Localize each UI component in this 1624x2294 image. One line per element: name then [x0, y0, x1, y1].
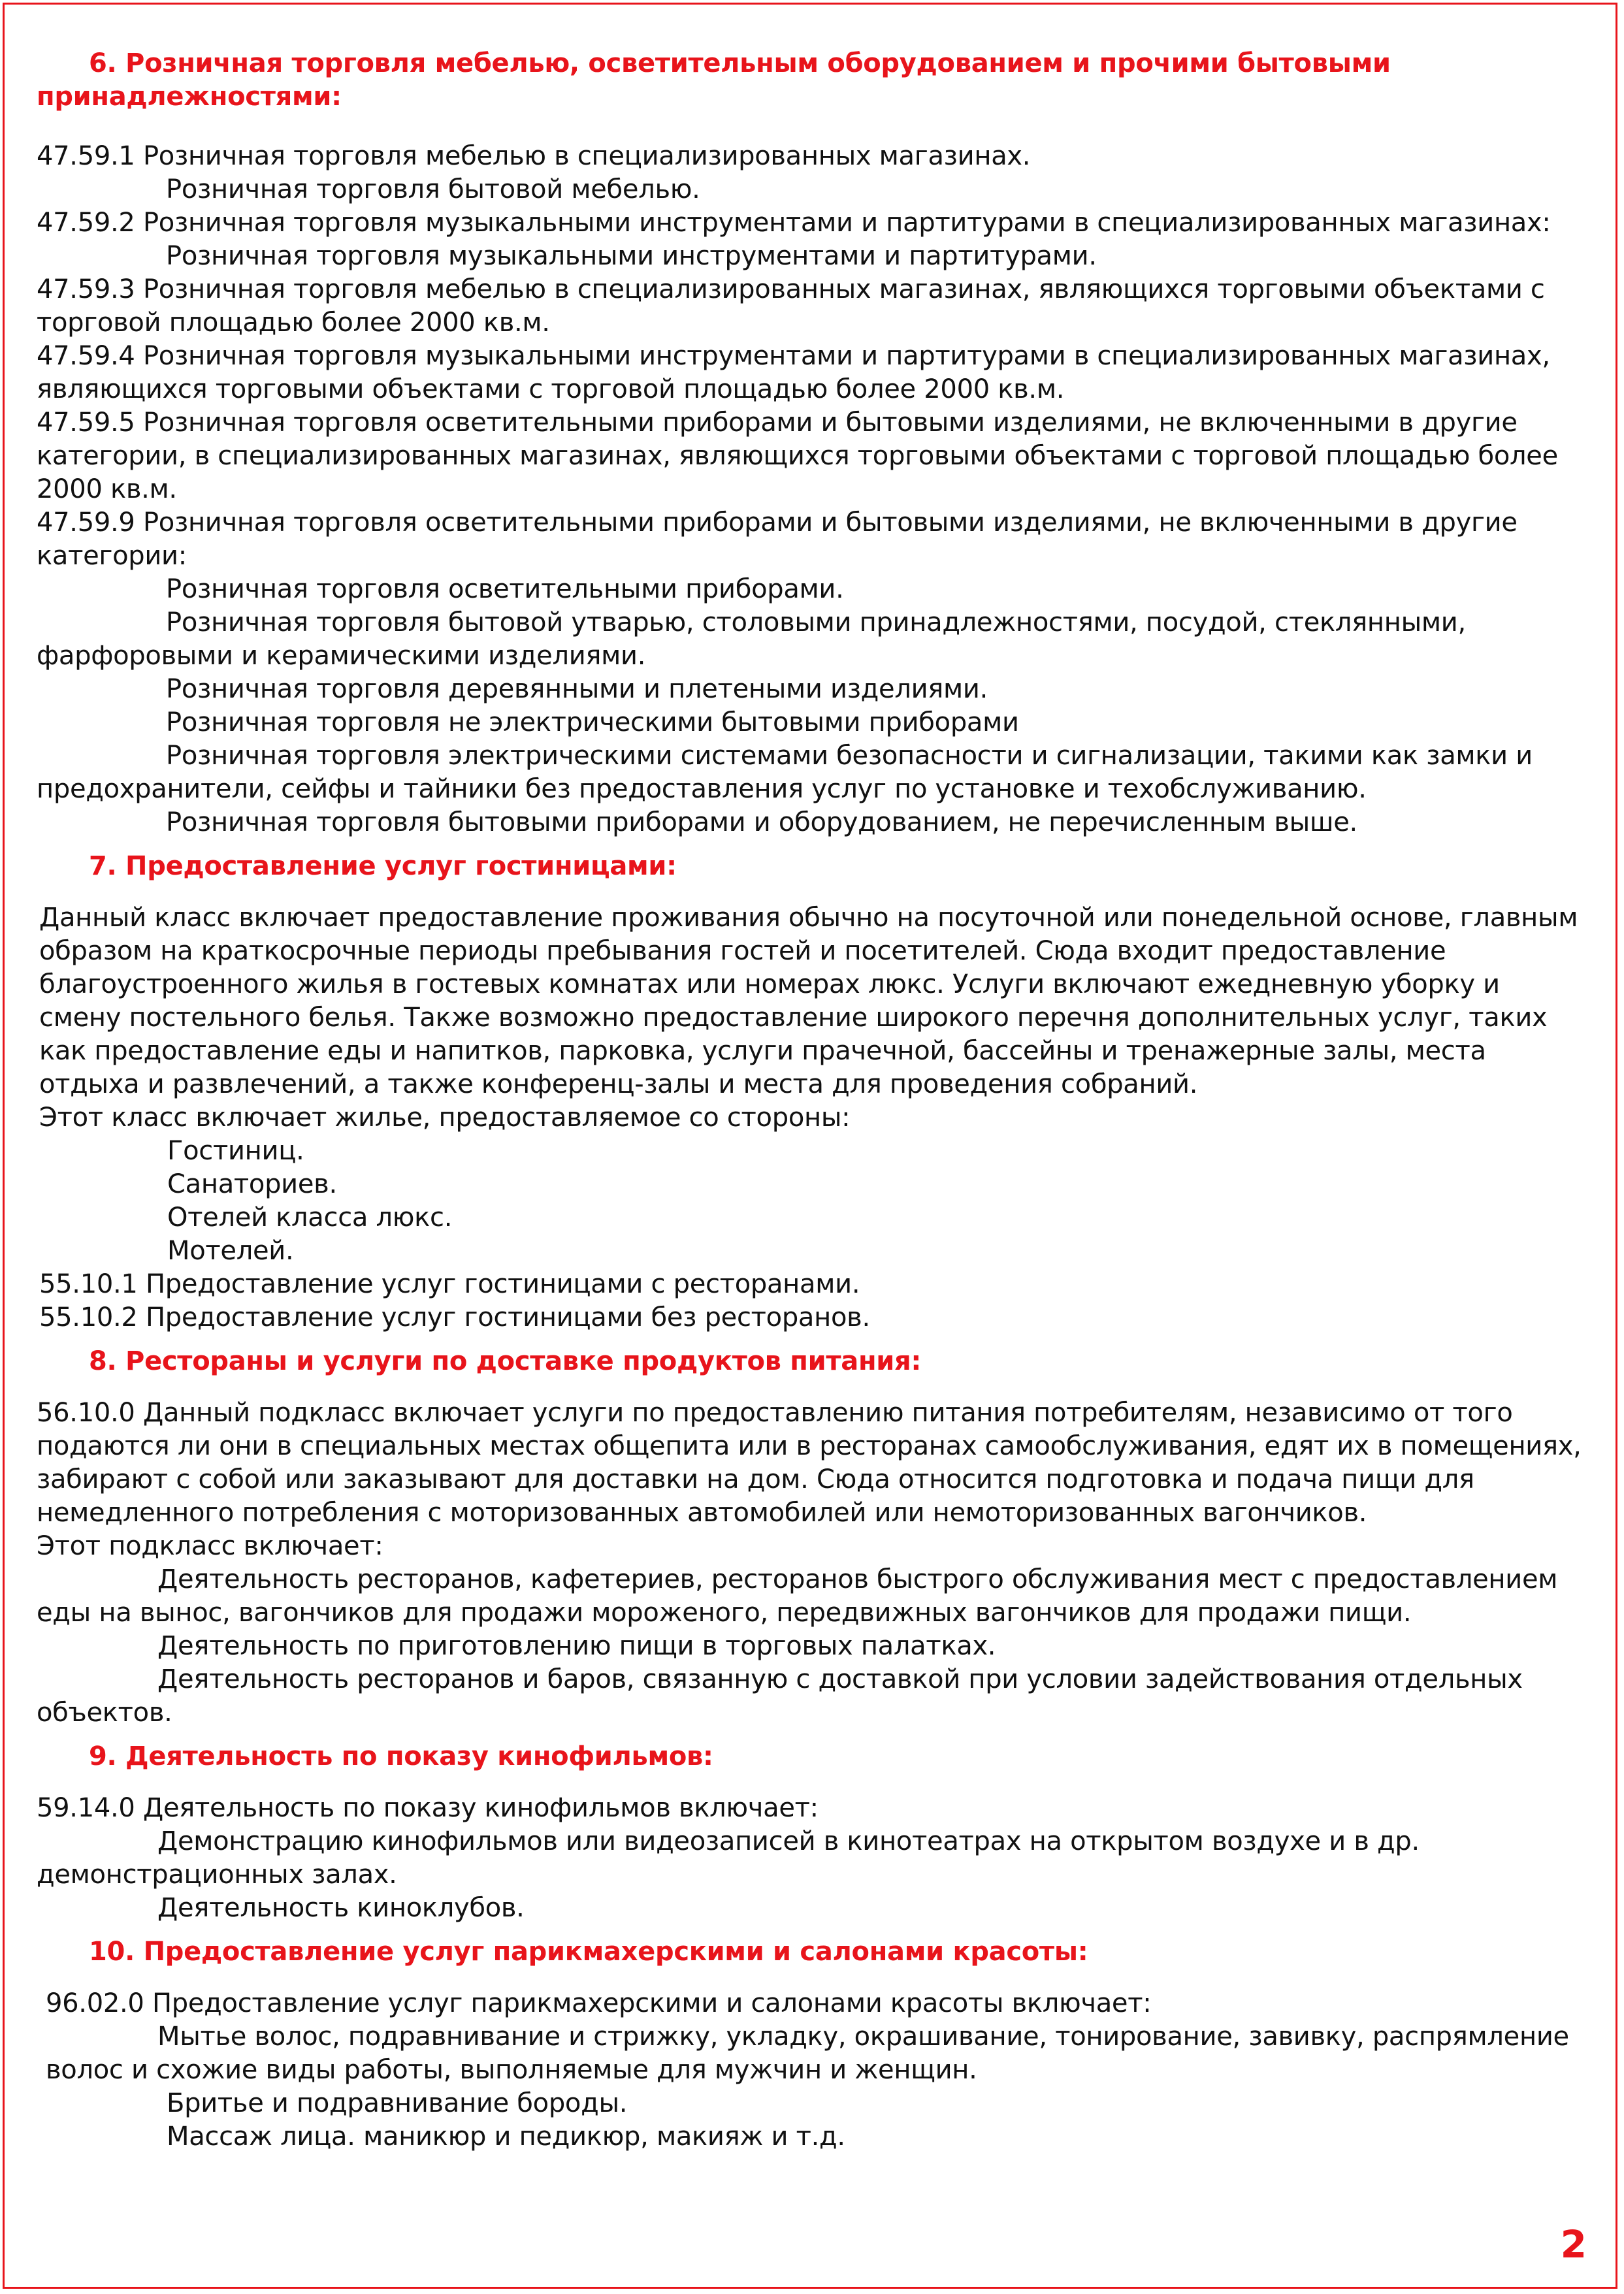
code-line-55-10-2: 55.10.2 Предоставление услуг гостиницами без ресторанов.	[39, 1302, 870, 1333]
code-line-47-59-2: 47.59.2 Розничная торговля музыкальными инструментами и партитурами в специализированных магазинах:	[37, 208, 1551, 238]
code-line-47-59-3: 47.59.3 Розничная торговля мебелью в специализированных магазинах, являющихся торговыми объектами с торговой площадью более 2000 кв.м.	[37, 274, 1545, 338]
section-8-intro: 56.10.0 Данный подкласс включает услуги по предоставлению питания потребителям, независимо от того подаются ли они в специальных местах общепита или в ресторанах самообслуживания, едят их в помещениях, забирают с собой или заказывают для доставки на дом. Сюда относится подготовка и подача пищи для немедленного потребления с моторизованных автомобилей или немоторизованных вагончиков.	[37, 1398, 1582, 1528]
sub-item: Розничная торговля бытовой мебелью.	[166, 174, 700, 204]
list-item: Мотелей.	[167, 1236, 294, 1266]
section-9-body	[37, 1792, 1586, 1925]
sub-item: Розничная торговля бытовыми приборами и оборудованием, не перечисленным выше.	[166, 807, 1357, 837]
section-10-body	[37, 1987, 1586, 2154]
page-number: 2	[1560, 2222, 1587, 2267]
sub-item: Розничная торговля осветительными приборами.	[166, 574, 844, 604]
list-item: Гостиниц.	[167, 1136, 304, 1166]
code-line-47-59-4: 47.59.4 Розничная торговля музыкальными инструментами и партитурами в специализированных магазинах, являющихся торговыми объектами с торговой площадью более 2000 кв.м.	[37, 341, 1550, 404]
list-item: Деятельность киноклубов.	[157, 1893, 525, 1923]
list-item: Деятельность ресторанов, кафетериев, ресторанов быстрого обслуживания мест с предоставлением еды на вынос, вагончиков для продажи мороженого, передвижных вагончиков для продажи пищи.	[37, 1564, 1558, 1628]
code-line-47-59-1: 47.59.1 Розничная торговля мебелью в специализированных магазинах.	[37, 141, 1031, 171]
code-line-55-10-1: 55.10.1 Предоставление услуг гостиницами с ресторанами.	[39, 1269, 860, 1299]
code-line-47-59-5: 47.59.5 Розничная торговля осветительными приборами и бытовыми изделиями, не включенными в другие категории, в специализированных магазинах, являющихся торговыми объектами с торговой площадью более 2000 кв.м.	[37, 408, 1558, 504]
sub-item: Розничная торговля бытовой утварью, столовыми принадлежностями, посудой, стеклянными, фарфоровыми и керамическими изделиями.	[37, 607, 1466, 671]
list-item: Демонстрацию кинофильмов или видеозаписей в кинотеатрах на открытом воздухе и в др. демонстрационных залах.	[37, 1826, 1420, 1890]
section-8-heading: 8. Рестораны и услуги по доставке продуктов питания:	[89, 1346, 922, 1376]
sub-item: Розничная торговля музыкальными инструментами и партитурами.	[166, 241, 1097, 271]
list-item: Деятельность по приготовлению пищи в торговых палатках.	[157, 1631, 996, 1661]
sub-item: Розничная торговля электрическими системами безопасности и сигнализации, такими как замки и предохранители, сейфы и тайники без предоставления услуг по установке и техобслуживанию.	[37, 741, 1533, 804]
code-line-47-59-9: 47.59.9 Розничная торговля осветительными приборами и бытовыми изделиями, не включенными в другие категории:	[37, 508, 1518, 571]
list-item: Бритье и подравнивание бороды.	[167, 2088, 628, 2118]
code-line-96-02-0: 96.02.0 Предоставление услуг парикмахерскими и салонами красоты включает:	[46, 1988, 1152, 2018]
document-body	[37, 47, 1586, 2154]
list-item: Деятельность ресторанов и баров, связанную с доставкой при условии задействования отдельных объектов.	[37, 1664, 1523, 1728]
sub-item: Розничная торговля не электрическими бытовыми приборами	[166, 707, 1019, 737]
section-10-heading: 10. Предоставление услуг парикмахерскими и салонами красоты:	[89, 1937, 1088, 1967]
list-item: Мытье волос, подравнивание и стрижку, укладку, окрашивание, тонирование, завивку, распрямление волос и схожие виды работы, выполняемые для мужчин и женщин.	[46, 2022, 1569, 2085]
list-item: Санаториев.	[167, 1169, 337, 1199]
list-item: Отелей класса люкс.	[167, 1203, 453, 1233]
section-6-body	[37, 140, 1586, 839]
section-6-heading: 6. Розничная торговля мебелью, осветительным оборудованием и прочими бытовыми принадлежностями:	[37, 48, 1391, 112]
section-7-list-title: Этот класс включает жилье, предоставляемое со стороны:	[39, 1103, 851, 1133]
section-9-heading: 9. Деятельность по показу кинофильмов:	[89, 1741, 713, 1771]
section-7-heading: 7. Предоставление услуг гостиницами:	[89, 851, 677, 881]
section-8-body	[37, 1397, 1586, 1730]
list-item: Массаж лица. маникюр и педикюр, макияж и т.д.	[167, 2122, 845, 2152]
sub-item: Розничная торговля деревянными и плетеными изделиями.	[166, 674, 988, 704]
section-8-list-title: Этот подкласс включает:	[37, 1531, 383, 1561]
section-7-intro: Данный класс включает предоставление проживания обычно на посуточной или понедельной основе, главным образом на краткосрочные периоды пребывания гостей и посетителей. Сюда входит предоставление благоустроенного жилья в гостевых комнатах или номерах люкс. Услуги включают ежедневную уборку и смену постельного белья. Также возможно предоставление широкого перечня дополнительных услуг, таких как предоставление еды и напитков, парковка, услуги прачечной, бассейны и тренажерные залы, места отдыха и развлечений, а также конференц-залы и места для проведения собраний.	[39, 903, 1578, 1099]
code-line-59-14-0: 59.14.0 Деятельность по показу кинофильмов включает:	[37, 1793, 819, 1823]
section-7-body	[37, 901, 1586, 1334]
